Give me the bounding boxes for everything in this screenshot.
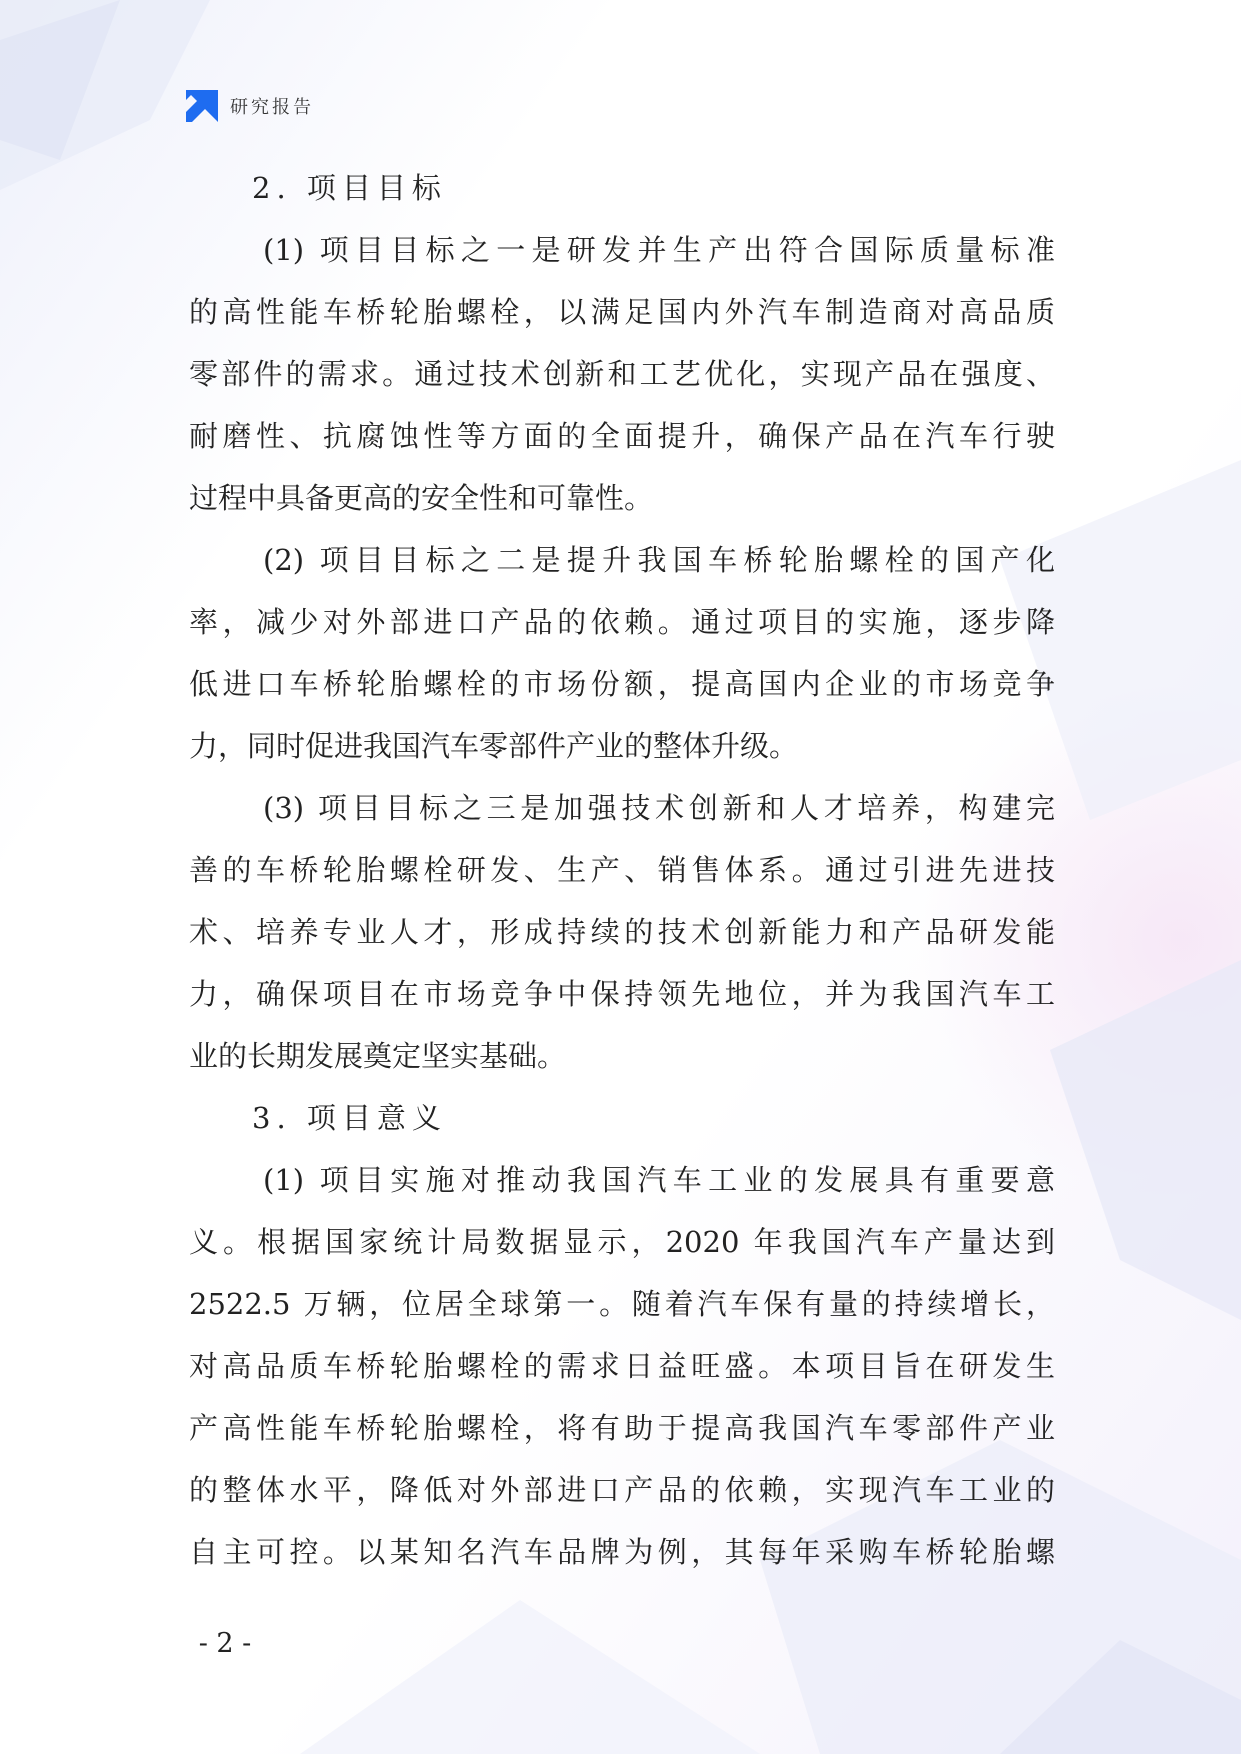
page-number: - 2 -: [198, 1628, 252, 1659]
paragraph-line: 耐磨性、抗腐蚀性等方面的全面提升，确保产品在汽车行驶: [189, 419, 1055, 453]
paragraph-line: 对高品质车桥轮胎螺栓的需求日益旺盛。本项目旨在研发生: [189, 1349, 1055, 1383]
paragraph-line: 力，同时促进我国汽车零部件产业的整体升级。: [189, 729, 799, 763]
section-heading: 2. 项目目标: [252, 171, 447, 205]
arrow-logo-icon: [186, 90, 218, 122]
paragraph-line: 的整体水平，降低对外部进口产品的依赖，实现汽车工业的: [189, 1473, 1055, 1507]
body-text: [189, 157, 1055, 1583]
paragraph-line: (2) 项目目标之二是提升我国车桥轮胎螺栓的国产化: [263, 543, 1055, 577]
paragraph-line: (3) 项目目标之三是加强技术创新和人才培养，构建完: [263, 791, 1055, 825]
paragraph-line: 善的车桥轮胎螺栓研发、生产、销售体系。通过引进先进技: [189, 853, 1055, 887]
paragraph-line: (1) 项目实施对推动我国汽车工业的发展具有重要意: [263, 1163, 1055, 1197]
paragraph-line: 术、培养专业人才，形成持续的技术创新能力和产品研发能: [189, 915, 1055, 949]
paragraph-line: 过程中具备更高的安全性和可靠性。: [189, 481, 654, 515]
report-header-title: 研究报告: [230, 97, 314, 118]
report-header: [186, 90, 314, 122]
paragraph-line: 2522.5 万辆，位居全球第一。随着汽车保有量的持续增长，: [189, 1287, 1055, 1321]
paragraph-line: 的高性能车桥轮胎螺栓，以满足国内外汽车制造商对高品质: [189, 295, 1055, 329]
paragraph-line: 业的长期发展奠定坚实基础。: [189, 1039, 567, 1073]
paragraph-line: 力，确保项目在市场竞争中保持领先地位，并为我国汽车工: [189, 977, 1055, 1011]
paragraph-line: 自主可控。以某知名汽车品牌为例，其每年采购车桥轮胎螺: [189, 1535, 1055, 1569]
paragraph-line: 产高性能车桥轮胎螺栓，将有助于提高我国汽车零部件产业: [189, 1411, 1055, 1445]
section-heading: 3. 项目意义: [252, 1101, 447, 1135]
paragraph-line: 率，减少对外部进口产品的依赖。通过项目的实施，逐步降: [189, 605, 1055, 639]
paragraph-line: 低进口车桥轮胎螺栓的市场份额，提高国内企业的市场竞争: [189, 667, 1055, 701]
paragraph-line: (1) 项目目标之一是研发并生产出符合国际质量标准: [263, 233, 1055, 267]
paragraph-line: 零部件的需求。通过技术创新和工艺优化，实现产品在强度、: [189, 357, 1055, 391]
paragraph-line: 义。根据国家统计局数据显示，2020 年我国汽车产量达到: [189, 1225, 1055, 1259]
